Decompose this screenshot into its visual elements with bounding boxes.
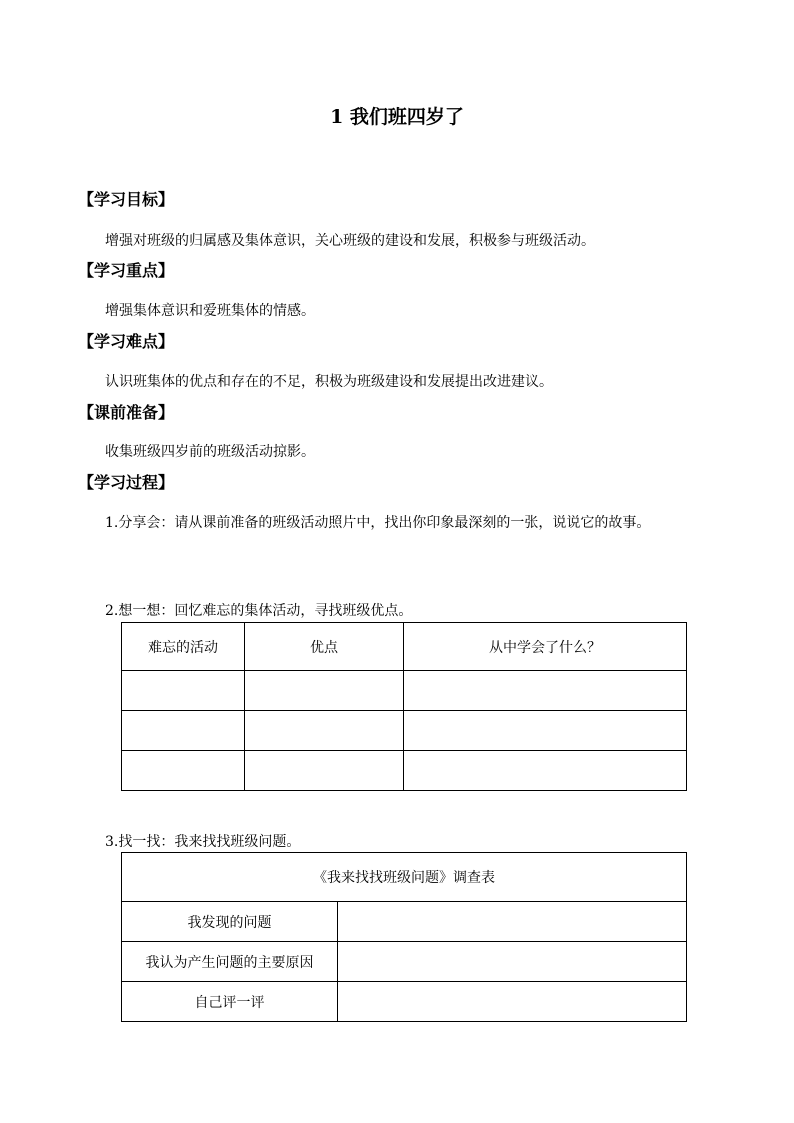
- heading-learning-difficulty: 【学习难点】: [78, 332, 175, 351]
- table-row: [122, 751, 687, 791]
- learning-focus-text: 增强集体意识和爱班集体的情感。: [105, 303, 315, 319]
- page-title: 1 我们班四岁了: [330, 106, 464, 128]
- table-row: [122, 982, 687, 1022]
- table-row: [122, 671, 687, 711]
- survey-row-label: 我认为产生问题的主要原因: [122, 942, 338, 982]
- learning-difficulty-text: 认识班集体的优点和存在的不足，积极为班级建设和发展提出改进建议。: [105, 374, 553, 390]
- table-cell[interactable]: [122, 751, 245, 791]
- survey-row-value[interactable]: [338, 942, 687, 982]
- preparation-text: 收集班级四岁前的班级活动掠影。: [105, 444, 315, 460]
- survey-row-value[interactable]: [338, 902, 687, 942]
- table-cell[interactable]: [122, 671, 245, 711]
- table-header-cell: 难忘的活动: [122, 623, 245, 671]
- heading-learning-goals: 【学习目标】: [78, 190, 175, 209]
- table-cell[interactable]: [245, 671, 404, 711]
- process-item-1: 1.分享会：请从课前准备的班级活动照片中，找出你印象最深刻的一张，说说它的故事。: [105, 515, 651, 531]
- table-header-cell: 从中学会了什么？: [404, 623, 687, 671]
- process-item-2: 2.想一想：回忆难忘的集体活动，寻找班级优点。: [105, 603, 413, 619]
- activities-table: [121, 622, 687, 791]
- table-row: [122, 711, 687, 751]
- table-cell[interactable]: [404, 711, 687, 751]
- heading-preparation: 【课前准备】: [78, 403, 175, 422]
- table-cell[interactable]: [245, 751, 404, 791]
- heading-learning-process: 【学习过程】: [78, 473, 175, 492]
- survey-row-value[interactable]: [338, 982, 687, 1022]
- table-cell[interactable]: [404, 751, 687, 791]
- survey-caption-row: [122, 853, 687, 902]
- survey-caption: 《我来找找班级问题》调查表: [122, 853, 687, 902]
- table-header-cell: 优点: [245, 623, 404, 671]
- table-row: [122, 902, 687, 942]
- survey-row-label: 我发现的问题: [122, 902, 338, 942]
- table-cell[interactable]: [404, 671, 687, 711]
- table-header-row: [122, 623, 687, 671]
- table-row: [122, 942, 687, 982]
- table-cell[interactable]: [122, 711, 245, 751]
- class-problems-survey-table: [121, 852, 687, 1022]
- table-cell[interactable]: [245, 711, 404, 751]
- survey-row-label: 自己评一评: [122, 982, 338, 1022]
- learning-goals-text: 增强对班级的归属感及集体意识，关心班级的建设和发展，积极参与班级活动。: [105, 233, 595, 249]
- process-item-3: 3.找一找：我来找找班级问题。: [105, 834, 301, 850]
- heading-learning-focus: 【学习重点】: [78, 261, 175, 280]
